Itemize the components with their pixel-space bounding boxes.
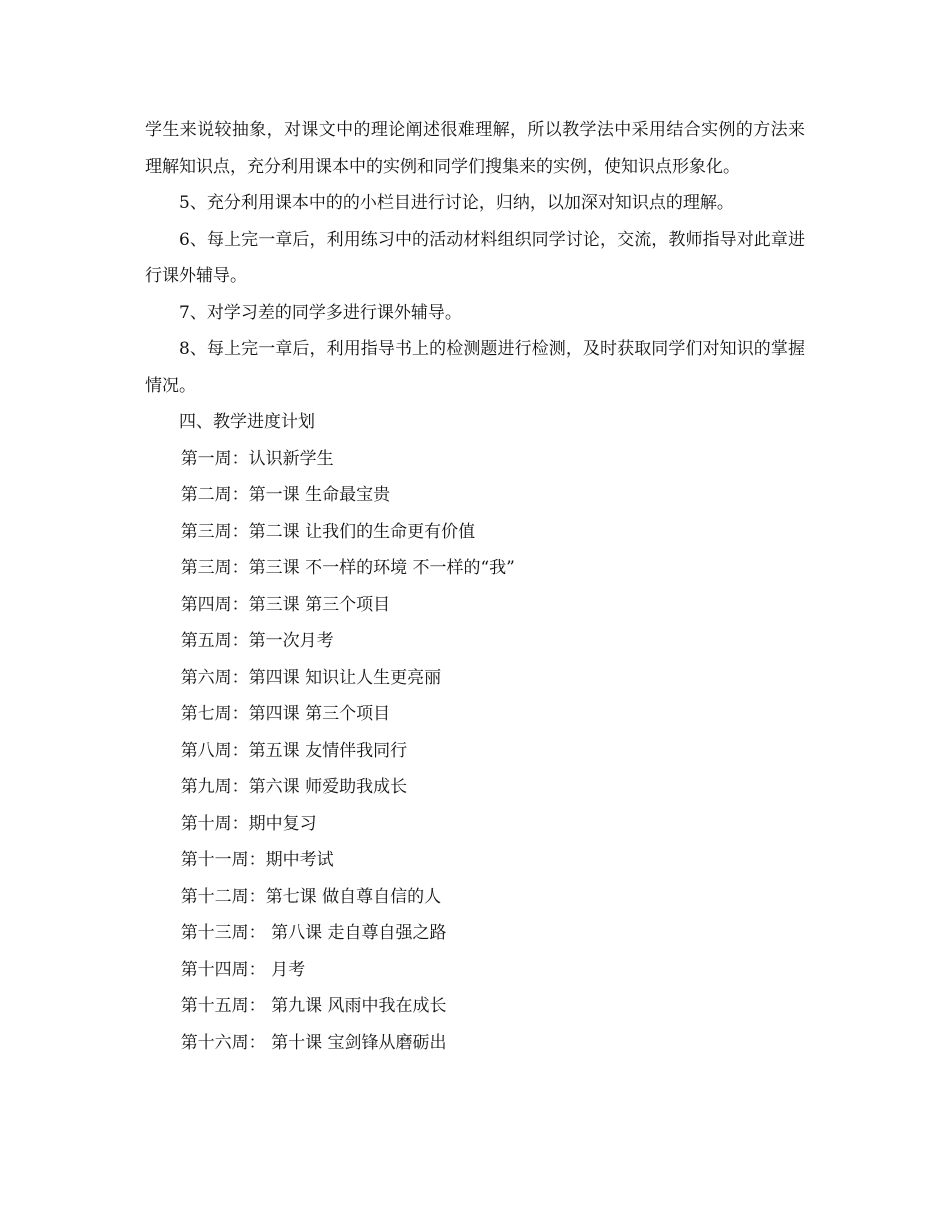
schedule-item: 第七周：第四课 第三个项目 [180,704,391,724]
schedule-item: 第十五周： 第九课 风雨中我在成长 [180,996,447,1016]
schedule-item: 第四周：第三课 第三个项目 [180,594,391,615]
schedule-item: 第二周：第一课 生命最宝贵 [180,485,391,505]
body-paragraph: 6、每上完一章后，利用练习中的活动材料组织同学讨论，交流，教师指导对此章进行课外辅导。 [145,229,805,286]
schedule-item: 第一周：认识新学生 [180,448,334,469]
schedule-item: 第三周：第二课 让我们的生命更有价值 [180,521,476,542]
body-paragraph: 7、对学习差的同学多进行课外辅导。 [179,302,462,323]
schedule-item: 第十四周： 月考 [180,959,306,980]
schedule-item: 第三周：第三课 不一样的环境 不一样的“我” [180,558,515,578]
schedule-item: 第八周：第五课 友情伴我同行 [180,740,408,761]
section-title: 四、教学进度计划 [179,412,315,432]
schedule-item: 第六周：第四课 知识让人生更亮丽 [180,667,442,688]
schedule-item: 第十一周：期中考试 [180,850,334,870]
schedule-item: 第十三周： 第八课 走自尊自强之路 [180,923,447,943]
body-paragraph: 5、充分利用课本中的的小栏目进行讨论，归纳，以加深对知识点的理解。 [179,193,734,213]
schedule-list [145,441,805,1062]
schedule-item: 第九周：第六课 师爱助我成长 [180,777,408,797]
schedule-item: 第十六周： 第十课 宝剑锋从磨砺出 [180,1032,447,1053]
body-paragraph: 学生来说较抽象，对课文中的理论阐述很难理解，所以教学法中采用结合实例的方法来理解知识点，充分利用课本中的实例和同学们搜集来的实例，使知识点形象化。 [145,120,805,177]
schedule-item: 第五周：第一次月考 [180,631,334,651]
schedule-item: 第十二周：第七课 做自尊自信的人 [180,886,442,907]
schedule-item: 第十周：期中复习 [180,813,317,834]
body-paragraph: 8、每上完一章后，利用指导书上的检测题进行检测，及时获取同学们对知识的掌握情况。 [145,339,805,396]
